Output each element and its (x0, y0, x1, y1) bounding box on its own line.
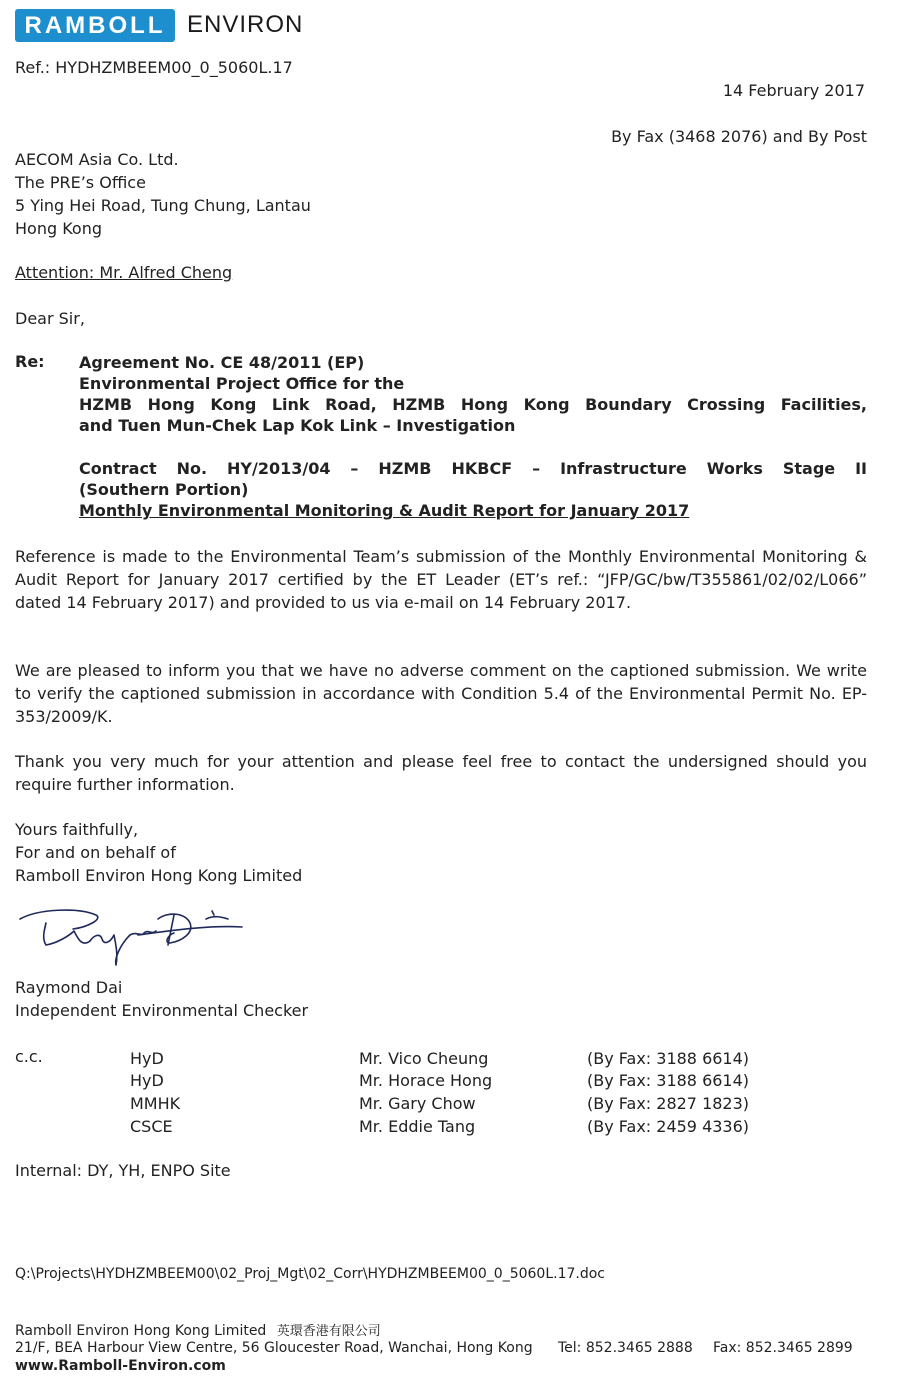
recipient-line: 5 Ying Hei Road, Tung Chung, Lantau (15, 196, 311, 215)
reference-number: Ref.: HYDHZMBEEM00_0_5060L.17 (15, 58, 293, 77)
salutation: Dear Sir, (15, 309, 85, 328)
file-path: Q:\Projects\HYDHZMBEEM00\02_Proj_Mgt\02_Corr\HYDHZMBEEM00_0_5060L.17.doc (15, 1266, 605, 1282)
recipient-line: The PRE’s Office (15, 173, 146, 192)
subject-project: HZMB Hong Kong Link Road, HZMB Hong Kong Boundary Crossing Facilities, (79, 395, 867, 414)
footer-company-chinese: 英環香港有限公司 (276, 1324, 381, 1339)
cc-name: Mr. Eddie Tang (359, 1117, 476, 1136)
cc-name: Mr. Vico Cheung (359, 1049, 489, 1068)
subject-label: Re: (15, 352, 45, 371)
recipient-address (15, 148, 311, 240)
body-paragraph-3: Thank you very much for your attention and please feel free to contact the undersigned should you require further information. (15, 752, 867, 794)
cc-fax: (By Fax: 3188 6614) (587, 1049, 750, 1068)
recipient-line: AECOM Asia Co. Ltd. (15, 150, 179, 169)
cc-fax: (By Fax: 3188 6614) (587, 1071, 750, 1090)
cc-fax: (By Fax: 2459 4336) (587, 1117, 750, 1136)
footer-company-name: Ramboll Environ Hong Kong Limited (15, 1323, 267, 1339)
subject-report-title: Monthly Environmental Monitoring & Audit Report for January 2017 (79, 501, 690, 520)
subject-contract: Contract No. HY/2013/04 – HZMB HKBCF – Infrastructure Works Stage II (79, 459, 867, 478)
closing-line: Yours faithfully, (15, 820, 139, 839)
letter-date: 14 February 2017 (722, 81, 865, 100)
recipient-line: Hong Kong (15, 219, 102, 238)
closing-line: Ramboll Environ Hong Kong Limited (15, 866, 303, 885)
cc-org: CSCE (130, 1117, 173, 1136)
signer-name: Raymond Dai (15, 978, 123, 997)
subject-block (79, 352, 867, 436)
subject-contract-block (79, 458, 867, 521)
footer-fax: Fax: 852.3465 2899 (713, 1340, 853, 1356)
subject-project-cont: and Tuen Mun-Chek Lap Kok Link – Investigation (79, 416, 516, 435)
body-paragraph-1: Reference is made to the Environmental Team’s submission of the Monthly Environmental Monitoring & Audit Report for January 2017 certified by the ET Leader (ET’s ref.: “JFP/GC/bw/T355861/02/02/L066” dated 14 February 2017) and provided to us via e-mail on 14 February 2017. (15, 547, 867, 612)
cc-org: HyD (130, 1071, 164, 1090)
subject-agreement: Agreement No. CE 48/2011 (EP) (79, 353, 365, 372)
handwritten-signature (18, 905, 248, 970)
signer-title: Independent Environmental Checker (15, 1001, 309, 1020)
environ-logo-text: ENVIRON (187, 11, 304, 38)
closing-block (15, 818, 302, 887)
internal-distribution: Internal: DY, YH, ENPO Site (15, 1161, 231, 1180)
attention-line: Attention: Mr. Alfred Cheng (15, 263, 233, 282)
cc-org: MMHK (130, 1094, 181, 1113)
subject-contract-cont: (Southern Portion) (79, 480, 249, 499)
cc-name: Mr. Horace Hong (359, 1071, 493, 1090)
cc-label: c.c. (15, 1047, 43, 1066)
delivery-method: By Fax (3468 2076) and By Post (611, 127, 867, 146)
footer-address: 21/F, BEA Harbour View Centre, 56 Gloucester Road, Wanchai, Hong Kong (15, 1340, 533, 1356)
cc-org: HyD (130, 1049, 164, 1068)
ramboll-logo: RAMBOLL (15, 9, 175, 42)
cc-fax: (By Fax: 2827 1823) (587, 1094, 750, 1113)
footer-tel: Tel: 852.3465 2888 (558, 1340, 693, 1356)
footer-company (15, 1320, 381, 1339)
cc-name: Mr. Gary Chow (359, 1094, 476, 1113)
body-paragraph-2: We are pleased to inform you that we have no adverse comment on the captioned submission. We write to verify the captioned submission in accordance with Condition 5.4 of the Environmental Permit No. EP-353/2009/K. (15, 661, 867, 726)
footer-website[interactable]: www.Ramboll-Environ.com (15, 1358, 226, 1374)
closing-line: For and on behalf of (15, 843, 176, 862)
subject-office: Environmental Project Office for the (79, 374, 405, 393)
